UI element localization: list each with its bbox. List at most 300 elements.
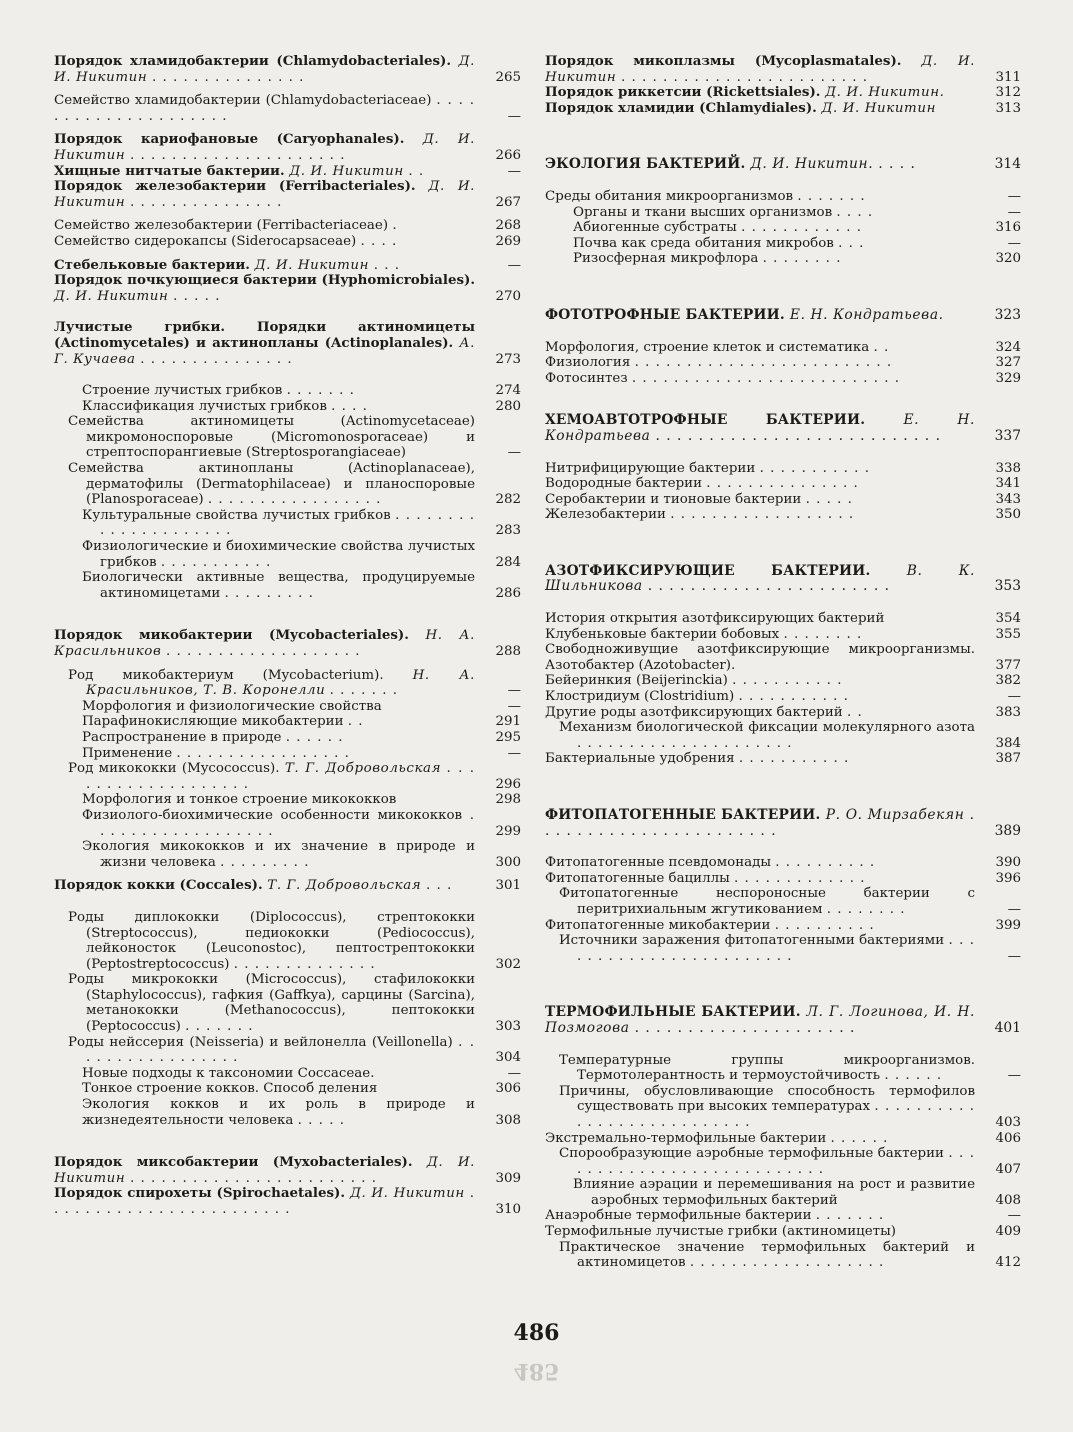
entry-page-number: 269	[495, 233, 521, 249]
dot-leader: . . .	[425, 878, 453, 894]
entry-page-number: 320	[995, 251, 1021, 267]
entry-title: Порядок почкующиеся бактерии (Hyphomicrobiales).	[54, 272, 475, 289]
entry-title: Роды диплококки (Diplococcus), стрептококки (Streptococcus), педиококки (Pediococcus), лейконосток (Leuconostoc), пептострептококки (Peptostreptococcus)	[68, 909, 475, 972]
entry-title: Фитопатогенные бациллы	[545, 870, 730, 886]
entry-page-number: 308	[495, 1112, 521, 1128]
dot-leader: . . . . . . . . . . . . . . . . . .	[100, 807, 475, 839]
toc-entry	[545, 1005, 1021, 1036]
dot-leader: . . . . . . . . . . . . . . . . .	[86, 1034, 475, 1066]
entry-author: Д. И. Никитин	[54, 288, 169, 304]
entry-title: АЗОТФИКСИРУЮЩИЕ БАКТЕРИИ.	[545, 562, 871, 579]
entry-title: ХЕМОАВТОТРОФНЫЕ БАКТЕРИИ.	[545, 412, 866, 429]
entry-page-number: 300	[495, 854, 521, 870]
entry-title: Фитопатогенные псевдомонады	[545, 855, 771, 871]
entry-page-number: —	[507, 257, 521, 273]
dot-leader: . . . . . . . . . . . . . . . . .	[207, 492, 382, 508]
dot-leader: . . . . . . . . . . .	[738, 751, 850, 767]
entry-page-number: 329	[995, 370, 1021, 386]
dot-leader: . . . .	[836, 204, 874, 220]
dot-leader: . . . . . . . . . . . . . . . . . . . . .	[577, 735, 793, 751]
entry-title: Биологически активные вещества, продуцируемые актиномицетами	[82, 570, 475, 601]
entry-title: Источники заражения фитопатогенными бактериями	[559, 933, 945, 949]
entry-page-number: 313	[995, 100, 1021, 116]
toc-entry	[54, 508, 521, 539]
entry-title: Фотосинтез	[545, 370, 628, 386]
dot-leader: . . . . . .	[830, 1130, 889, 1146]
toc-entry	[545, 751, 1021, 767]
toc-entry	[54, 383, 521, 399]
dot-leader: . . . . . . . .	[783, 626, 863, 642]
toc-entry	[545, 689, 1021, 705]
toc-entry	[54, 539, 521, 570]
dot-leader: .	[392, 218, 398, 234]
toc-entry	[54, 699, 521, 715]
entry-title: Новые подходы к таксономии Coccaceae.	[82, 1065, 375, 1081]
entry-page-number: 273	[495, 351, 521, 367]
entry-page-number: —	[507, 683, 521, 699]
toc-entry	[54, 668, 521, 699]
toc-entry	[54, 714, 521, 730]
dot-leader: . . . . . . . . . . . . . . . . . . . . . . .	[545, 807, 975, 839]
toc-entry	[545, 507, 1021, 523]
dot-leader: . . . . . . . . . . . . . . . . . . . . .	[100, 507, 475, 539]
toc-entry	[545, 627, 1021, 643]
entry-title: Род микококки (Mycococcus).	[68, 761, 280, 777]
entry-page-number: 314	[994, 156, 1021, 173]
toc-entry	[545, 189, 1021, 205]
toc-column-right	[545, 54, 1021, 1271]
entry-page-number: 288	[495, 644, 521, 659]
entry-author: Д. И. Никитин	[54, 179, 475, 210]
toc-entry	[545, 308, 1021, 324]
entry-page-number: —	[1007, 1068, 1021, 1084]
entry-title: ТЕРМОФИЛЬНЫЕ БАКТЕРИИ.	[545, 1004, 801, 1021]
dot-leader: . . . . . . . .	[762, 251, 842, 267]
entry-title: Экология кокков и их роль в природе и жизнедеятельности человека	[82, 1097, 475, 1128]
entry-title: Среды обитания микроорганизмов	[545, 188, 794, 204]
entry-title: Другие роды азотфиксирующих бактерий	[545, 704, 843, 720]
toc-entry	[54, 234, 521, 250]
entry-title: ФОТОТРОФНЫЕ БАКТЕРИИ.	[545, 306, 785, 323]
entry-author: Л. Г. Логинова, И. Н. Позмогова	[545, 1004, 975, 1036]
toc-entry	[545, 1208, 1021, 1224]
entry-page-number: 387	[995, 751, 1021, 767]
entry-page-number: 403	[995, 1114, 1021, 1130]
entry-title: Семейства актиномицеты (Actinomycetaceae) микромоноспоровые (Micromonosporaceae) и стрептоспорангиевые (Streptosporangiaceae)	[68, 414, 475, 461]
dot-leader: . . . . . .	[285, 729, 344, 745]
dot-leader: . . . . . . . . .	[224, 585, 314, 601]
toc-entry	[545, 933, 1021, 964]
entry-page-number: —	[1007, 1208, 1021, 1224]
entry-page-number: 350	[995, 507, 1021, 523]
toc-entry	[54, 570, 521, 601]
toc-entry	[54, 54, 521, 85]
entry-title: Практическое значение термофильных бактерий и актиномицетов	[559, 1239, 975, 1271]
dot-leader: . . . . . . . . . . . . . . . . . .	[670, 507, 855, 523]
toc-entry	[54, 1081, 521, 1097]
entry-page-number: 327	[995, 355, 1021, 371]
dot-leader: . . .	[838, 235, 865, 251]
dot-leader: . . . . . . . . . . . . . . . . . . . . . . . . .	[634, 355, 893, 371]
dot-leader: . . . . . . . . . . . . . . . . . . . . . . . . . . .	[577, 1099, 975, 1130]
entry-title: Анаэробные термофильные бактерии	[545, 1208, 812, 1224]
toc-entry	[545, 54, 1021, 85]
toc-entry	[54, 792, 521, 808]
entry-author: Д. И. Никитин	[349, 1186, 465, 1202]
entry-page-number: 354	[995, 611, 1021, 627]
entry-title: Порядок микоплазмы (Mycoplasmatales).	[545, 53, 902, 69]
dot-leader: . . . . . . . . . . . . . . . . . . . . . . . . . . .	[655, 427, 941, 444]
dot-leader: . . . . . .	[884, 1068, 943, 1084]
toc-entry	[545, 1053, 1021, 1084]
entry-title: Семейства актинопланы (Actinoplanaceae), дерматофилы (Dermatophilaceae) и планоспоровые (Planosporaceae)	[68, 461, 475, 508]
entry-author: А. Г. Кучаева	[54, 335, 475, 367]
toc-entry	[545, 205, 1021, 221]
dot-leader: . . . . . . . . . . . . . . .	[151, 69, 305, 85]
entry-page-number: —	[1007, 689, 1021, 705]
entry-title: Спорообразующие аэробные термофильные бактерии	[559, 1146, 944, 1162]
entry-title: Хищные нитчатые бактерии.	[54, 162, 285, 179]
dot-leader: . . . . . . .	[286, 383, 355, 399]
toc-entry	[545, 855, 1021, 871]
entry-title: Род микобактериум (Mycobacterium).	[68, 667, 384, 683]
entry-title: Влияние аэрации и перемешивания на рост и развитие аэробных термофильных бактерий	[573, 1177, 975, 1208]
dot-leader: . . . . . . . . . . . . . . . . . . . . . . . . . .	[631, 370, 900, 386]
entry-author: В. К. Шильникова	[545, 562, 975, 595]
dot-leader: . . . .	[331, 398, 368, 414]
entry-page-number: 353	[994, 578, 1021, 595]
entry-page-number: 316	[995, 220, 1021, 236]
toc-entry	[545, 871, 1021, 887]
entry-page-number: 280	[495, 398, 521, 414]
toc-entry	[54, 628, 521, 659]
entry-author: Н. А. Красильников, Т. В. Коронелли	[86, 667, 475, 699]
toc-entry	[545, 673, 1021, 689]
entry-page-number: 266	[495, 147, 521, 163]
entry-title: Органы и ткани высших организмов	[573, 204, 833, 220]
entry-page-number: 304	[495, 1050, 521, 1066]
bleed-through-page-number: 485	[513, 1358, 560, 1384]
entry-title: Ризосферная микрофлора	[573, 251, 759, 267]
dot-leader: . . . . . . . . . . . . . . .	[706, 476, 859, 492]
entry-page-number: 341	[995, 476, 1021, 492]
entry-title: Семейство железобактерии (Ferribacteriaceae)	[54, 218, 389, 234]
entry-page-number: 298	[495, 792, 521, 808]
dot-leader: . .	[873, 339, 890, 355]
entry-author: Д. И. Никитин	[821, 100, 936, 116]
toc-entry	[545, 642, 1021, 673]
entry-page-number: 338	[995, 460, 1021, 476]
toc-entry	[54, 218, 521, 234]
dot-leader: . .	[846, 704, 863, 720]
dot-leader: . . . . . . . . .	[220, 854, 310, 870]
entry-author: Д. И. Никитин.	[825, 85, 945, 101]
dot-leader: . . . . .	[173, 288, 221, 304]
entry-author: Е. Н. Кондратьева	[545, 412, 975, 444]
entry-page-number: 268	[495, 218, 521, 234]
entry-page-number: —	[507, 445, 521, 461]
entry-author: Н. А. Красильников	[54, 628, 475, 659]
dot-leader: . . . . . . . . . . . . . . . . . . . . . . .	[647, 578, 891, 595]
dot-leader: . . . . . . . . . . .	[160, 554, 272, 570]
entry-page-number: 384	[995, 735, 1021, 751]
toc-entry	[545, 1224, 1021, 1240]
entry-page-number: 383	[995, 704, 1021, 720]
dot-leader: . .	[347, 714, 364, 730]
dot-leader: . . . . . . . . . . . . . . . . . . . . . . . . . . .	[577, 1146, 975, 1177]
toc-entry	[545, 1131, 1021, 1147]
entry-title: Порядок кокки (Coccales).	[54, 877, 263, 894]
entry-author: Т. Г. Добровольская	[284, 761, 442, 777]
toc-entry	[545, 157, 1021, 173]
dot-leader: . . . . . . . . . . . . . . . . . . . . . . . .	[54, 1186, 475, 1217]
entry-page-number: 412	[995, 1255, 1021, 1271]
entry-page-number: —	[507, 163, 521, 179]
toc-entry	[54, 164, 521, 180]
entry-title: Семейство сидерокапсы (Siderocapsaceae)	[54, 233, 357, 249]
entry-title: Экология микококков и их значение в природе и жизни человека	[82, 839, 475, 870]
entry-title: Бактериальные удобрения	[545, 751, 735, 767]
entry-page-number: 406	[995, 1130, 1021, 1146]
toc-entry	[545, 413, 1021, 444]
dot-leader: . . . . . . . . . . . . . . . . . . .	[689, 1255, 885, 1271]
entry-title: Порядок хламидобактерии (Chlamydobacteriales).	[54, 53, 452, 69]
entry-page-number: —	[1007, 235, 1021, 251]
toc-entry	[545, 492, 1021, 508]
entry-page-number: 296	[495, 776, 521, 792]
toc-entry	[545, 476, 1021, 492]
entry-title: ЭКОЛОГИЯ БАКТЕРИЙ.	[545, 156, 746, 173]
entry-title: Порядок кариофановые (Caryophanales).	[54, 131, 405, 148]
toc-entry	[54, 839, 521, 870]
toc-entry	[545, 808, 1021, 839]
entry-author: Д. И. Никитин	[54, 132, 475, 163]
dot-leader: . .	[408, 163, 425, 179]
dot-leader: . . . . . . . . . . . . . .	[233, 956, 376, 972]
toc-entry	[54, 761, 521, 792]
toc-entry	[545, 918, 1021, 934]
entry-title: Физиолого-биохимические особенности микококков	[82, 807, 463, 823]
entry-page-number: 382	[995, 673, 1021, 689]
dot-leader: . . . . . . . . . .	[774, 917, 875, 933]
entry-page-number: —	[1007, 901, 1021, 917]
dot-leader: . . . . . . . . . . . . . . . . . . . . . . . .	[577, 933, 975, 964]
entry-page-number: 409	[995, 1224, 1021, 1240]
entry-page-number: 274	[495, 383, 521, 399]
entry-page-number: —	[507, 745, 521, 761]
entry-page-number: 408	[995, 1192, 1021, 1208]
entry-author: Р. О. Мирзабекян	[825, 807, 965, 823]
toc-entry	[54, 258, 521, 274]
entry-page-number: 399	[995, 917, 1021, 933]
dot-leader: . . . . . . . . . . . . . . . . . . .	[166, 644, 361, 659]
entry-page-number: —	[507, 698, 521, 714]
dot-leader: . . . . . . . . . . .	[759, 460, 870, 476]
dot-leader: . . . . . . .	[185, 1019, 254, 1035]
dot-leader: . . . . . . . . . . . . . . .	[129, 194, 283, 210]
entry-title: Культуральные свойства лучистых грибков	[82, 507, 391, 523]
entry-page-number: 302	[495, 956, 521, 972]
entry-title: Порядок миксобактерии (Myxobacteriales).	[54, 1154, 413, 1171]
entry-title: Морфология и физиологические свойства	[82, 698, 382, 714]
entry-title: Фитопатогенные микобактерии	[545, 917, 771, 933]
entry-page-number: 303	[495, 1019, 521, 1035]
dot-leader: . . . .	[360, 233, 398, 249]
dot-leader: . . . . .	[297, 1112, 345, 1128]
dot-leader: . . . . . . . . . . . . . . . . . . . . . . . .	[129, 1170, 377, 1186]
entry-page-number: —	[1007, 204, 1021, 220]
entry-title: Применение	[82, 745, 173, 761]
entry-page-number: 324	[995, 339, 1021, 355]
entry-title: Роды микрококки (Micrococcus), стафилококки (Staphylococcus), гафкия (Gaffkya), сарцины (Sarcina), метанококки (Methanococcus), пептококки (Peptococcus)	[68, 972, 475, 1035]
toc-entry	[545, 611, 1021, 627]
entry-author: Д. И. Никитин	[54, 1155, 475, 1186]
toc-entry	[545, 705, 1021, 721]
dot-leader: . . . . . . .	[797, 188, 866, 204]
entry-page-number: —	[507, 108, 521, 124]
entry-page-number: 284	[495, 554, 521, 570]
entry-page-number: 291	[495, 714, 521, 730]
toc-entry	[54, 1186, 521, 1217]
toc-entry	[545, 564, 1021, 595]
entry-page-number: 283	[495, 523, 521, 539]
entry-title: Серобактерии и тионовые бактерии	[545, 491, 802, 507]
toc-entry	[545, 1146, 1021, 1177]
entry-title: Порядок риккетсии (Rickettsiales).	[545, 84, 821, 101]
toc-entry	[54, 132, 521, 163]
toc-entry	[545, 101, 1021, 117]
entry-title: Механизм биологической фиксации молекулярного азота	[559, 720, 975, 736]
dot-leader: . . . . . . . . . . . . . . . . . . . . . . . .	[620, 69, 868, 85]
entry-title: Парафинокисляющие микобактерии	[82, 714, 344, 730]
entry-page-number: 306	[495, 1081, 521, 1097]
entry-page-number: 355	[995, 626, 1021, 642]
dot-leader: . . . . .	[805, 491, 853, 507]
entry-page-number: 343	[995, 491, 1021, 507]
entry-title: Экстремально-термофильные бактерии	[545, 1130, 827, 1146]
entry-author: Е. Н. Кондратьева.	[789, 306, 944, 323]
entry-title: Клостридиум (Clostridium)	[545, 689, 735, 705]
entry-title: Морфология, строение клеток и систематика	[545, 339, 870, 355]
entry-page-number: 282	[495, 492, 521, 508]
entry-title: История открытия азотфиксирующих бактерий	[545, 611, 885, 627]
toc-entry	[54, 808, 521, 839]
entry-page-number: 270	[495, 288, 521, 304]
toc-entry	[545, 220, 1021, 236]
entry-title: Порядок хламидии (Chlamydiales).	[545, 99, 817, 116]
toc-entry	[54, 1035, 521, 1066]
toc-entry	[545, 1084, 1021, 1131]
toc-entry	[54, 320, 521, 367]
entry-title: Морфология и тонкое строение микококков	[82, 792, 397, 808]
entry-page-number: 401	[994, 1019, 1021, 1036]
entry-title: Строение лучистых грибков	[82, 383, 283, 399]
dot-leader: . . . . . . . . . . .	[738, 689, 849, 705]
toc-entry	[54, 730, 521, 746]
dot-leader: . . . .	[878, 156, 916, 173]
entry-page-number: 267	[495, 194, 521, 210]
entry-page-number: 396	[995, 870, 1021, 886]
entry-page-number: 390	[995, 855, 1021, 871]
toc-entry	[545, 371, 1021, 387]
toc-entry	[54, 1155, 521, 1186]
dot-leader: . . . . . . .	[329, 683, 398, 699]
entry-title: Термофильные лучистые грибки (актиномицеты)	[545, 1224, 896, 1240]
toc-entry	[54, 399, 521, 415]
dot-leader: . . . . . . . . . . . . . . .	[140, 351, 293, 367]
entry-page-number: 323	[994, 306, 1021, 323]
entry-author: Д. И. Никитин.	[750, 156, 874, 173]
entry-title: Почва как среда обитания микробов	[573, 235, 834, 251]
entry-author: Д. И. Никитин	[54, 54, 475, 85]
toc-entry	[54, 273, 521, 304]
entry-page-number: 295	[495, 729, 521, 745]
entry-page-number: 286	[495, 585, 521, 601]
entry-title: Свободноживущие азотфиксирующие микроорганизмы. Азотобактер (Azotobacter).	[545, 642, 975, 673]
dot-leader: . . . . . . . . . . . . .	[734, 870, 866, 886]
toc-entry	[545, 886, 1021, 917]
toc-entry	[545, 461, 1021, 477]
entry-title: Классификация лучистых грибков	[82, 398, 327, 414]
entry-title: Причины, обусловливающие способность термофилов существовать при высоких температурах	[559, 1083, 975, 1115]
toc-entry	[54, 878, 521, 894]
entry-title: Порядок железобактерии (Ferribacteriales).	[54, 178, 416, 195]
entry-title: Водородные бактерии	[545, 476, 703, 492]
entry-page-number: 310	[495, 1202, 521, 1217]
entry-page-number: 312	[995, 85, 1021, 101]
toc-entry	[54, 461, 521, 508]
entry-title: Железобактерии	[545, 507, 666, 523]
entry-page-number: 389	[994, 822, 1021, 839]
entry-title: Распространение в природе	[82, 729, 282, 745]
entry-title: Физиология	[545, 355, 631, 371]
entry-page-number: 337	[994, 427, 1021, 444]
entry-page-number: 377	[995, 657, 1021, 673]
entry-title: Абиогенные субстраты	[573, 220, 737, 236]
entry-title: Физиологические и биохимические свойства лучистых грибков	[82, 539, 475, 570]
entry-title: Бейеринкия (Beijerinckia)	[545, 673, 728, 689]
entry-title: Порядок спирохеты (Spirochaetales).	[54, 1185, 346, 1202]
dot-leader: . . . . . . . . . . .	[732, 673, 843, 689]
entry-page-number: 407	[995, 1161, 1021, 1177]
toc-entry	[545, 236, 1021, 252]
dot-leader: . . . . . . .	[815, 1208, 885, 1224]
entry-author: Д. И. Никитин	[254, 257, 370, 273]
toc-entry	[545, 340, 1021, 356]
entry-title: Стебельковые бактерии.	[54, 256, 250, 273]
toc-entry	[54, 414, 521, 461]
entry-page-number: 301	[495, 878, 521, 894]
toc-entry	[545, 251, 1021, 267]
dot-leader: . . . . . . . . . . . .	[741, 220, 862, 236]
toc-entry	[54, 746, 521, 762]
toc-entry	[545, 1177, 1021, 1208]
toc-entry	[54, 179, 521, 210]
entry-page-number: 299	[495, 823, 521, 839]
entry-page-number: —	[1007, 188, 1021, 204]
entry-author: Т. Г. Добровольская	[267, 878, 422, 894]
entry-title: ФИТОПАТОГЕННЫЕ БАКТЕРИИ.	[545, 807, 821, 823]
entry-title: Температурные группы микроорганизмов. Термотолерантность и термоустойчивость	[559, 1052, 975, 1084]
dot-leader: . . . . . . . . . . . . . . . . .	[176, 745, 350, 761]
dot-leader: . . . . . . . . . . . . . . . . . . . . .	[54, 93, 475, 124]
entry-title: Клубеньковые бактерии бобовых	[545, 626, 780, 642]
entry-page-number: 309	[495, 1170, 521, 1186]
entry-title: Семейство хламидобактерии (Chlamydobacteriaceae)	[54, 93, 432, 109]
entry-title: Порядок микобактерии (Mycobacteriales).	[54, 627, 409, 644]
dot-leader: . . . . . . . . . . . . . . . . . . . . .	[129, 147, 346, 163]
toc-entry	[54, 1066, 521, 1082]
